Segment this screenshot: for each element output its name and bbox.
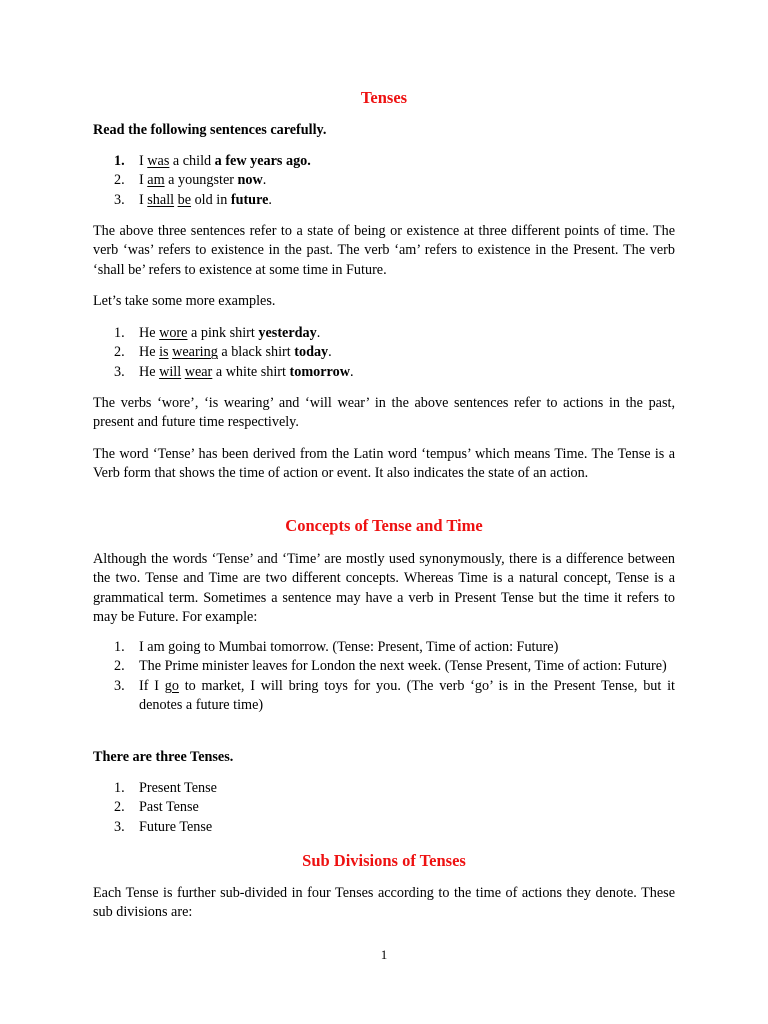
paragraph-being-explanation: The above three sentences refer to a state of being or existence at three different points of time. The verb ‘was’ refers to existence in the past. The verb ‘am’ refers to existence in the Present. The verb ‘shall be’ refers to existence at some time in Future. [93,223,675,278]
tense-types-list [93,779,675,837]
paragraph-verbs-explanation: The verbs ‘wore’, ‘is wearing’ and ‘will wear’ in the above sentences refer to actions in the past, present and future time respectively. [93,395,675,431]
intro-instruction: Read the following sentences carefully. [93,122,327,138]
list-item: 3. If I go to market, I will bring toys for you. (The verb ‘go’ is in the Present Tense, but it denotes a future time) [114,677,675,714]
list-item: 2. He is wearing a black shirt today. [114,344,332,361]
paragraph-subdivisions: Each Tense is further sub-divided in four Tenses according to the time of actions they denote. These sub divisions are: [93,885,675,921]
page-title: Tenses [360,88,408,107]
list-item: 1. I am going to Mumbai tomorrow. (Tense: Present, Time of action: Future) [114,639,559,655]
list-item: 2. The Prime minister leaves for London the next week. (Tense Present, Time of action: Future) [114,658,667,675]
list-item: 3. I shall be old in future. [114,191,272,208]
paragraph-more-examples: Let’s take some more examples. [93,293,276,309]
example-list-tense-time [93,638,675,716]
three-tenses-label: There are three Tenses. [93,749,234,765]
section-heading-subdivisions: Sub Divisions of Tenses [302,851,466,870]
list-item: 1. I was a child a few years ago. [114,153,311,169]
section-heading-concepts: Concepts of Tense and Time [285,516,483,535]
example-list-being [93,152,675,210]
list-item: 2. Past Tense [114,799,199,816]
list-item: 1. Present Tense [114,780,217,796]
list-item: 3. He will wear a white shirt tomorrow. [114,363,354,380]
paragraph-tense-vs-time: Although the words ‘Tense’ and ‘Time’ are mostly used synonymously, there is a difference between the two. Tense and Time are two different concepts. Whereas Time is a natural concept, Tense is a grammatical term. Sometimes a sentence may have a verb in Present Tense but the time it refers to may be Future. For example: [93,551,675,626]
list-item: 3. Future Tense [114,818,213,835]
page-number: 1 [380,947,388,962]
list-item: 1. He wore a pink shirt yesterday. [114,325,321,341]
list-item: 2. I am a youngster now. [114,172,267,189]
paragraph-tense-definition: The word ‘Tense’ has been derived from the Latin word ‘tempus’ which means Time. The Tense is a Verb form that shows the time of action or event. It also indicates the state of an action. [93,446,675,482]
example-list-actions [93,324,675,382]
